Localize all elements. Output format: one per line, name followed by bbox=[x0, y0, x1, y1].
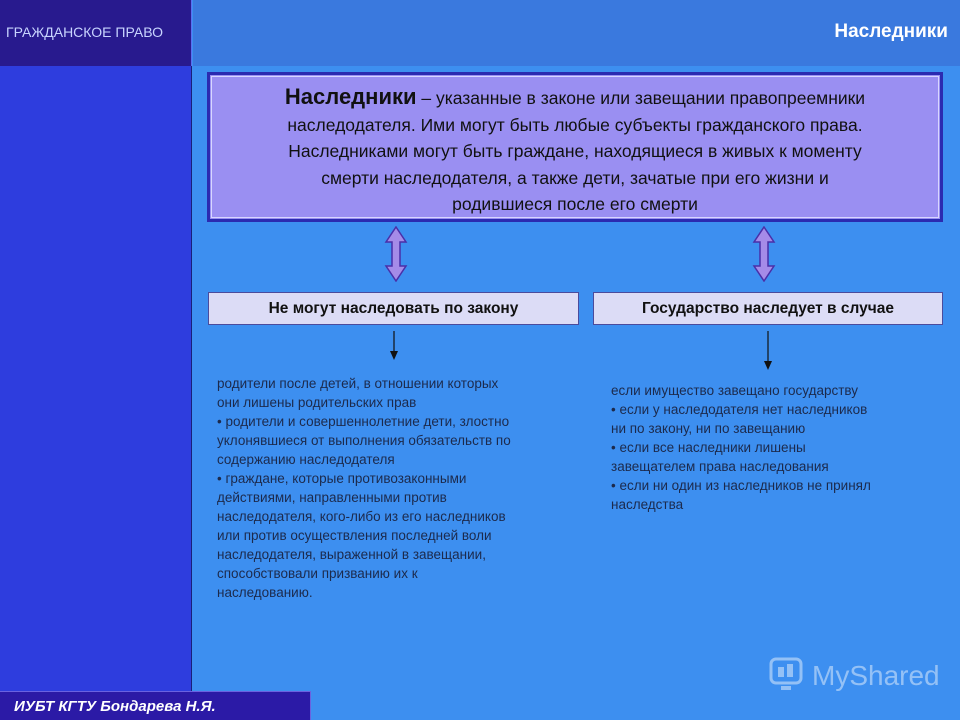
footer bbox=[0, 691, 311, 720]
cannot-inherit-heading: Не могут наследовать по закону bbox=[208, 292, 579, 325]
double-arrow-left-icon bbox=[384, 226, 408, 282]
list-item: • если все наследники лишены bbox=[611, 440, 806, 455]
list-item: наследодателя, кого-либо из его наследников bbox=[217, 509, 506, 524]
cannot-inherit-list bbox=[217, 374, 511, 602]
list-item: наследованию. bbox=[217, 585, 313, 600]
definition-line-5: родившиеся после его смерти bbox=[452, 194, 698, 214]
definition-line-2: наследодателя. Ими могут быть любые субъекты гражданского права. bbox=[287, 114, 863, 135]
sidebar-header bbox=[0, 0, 192, 66]
list-item: ни по закону, ни по завещанию bbox=[611, 421, 806, 436]
list-item: действиями, направленными против bbox=[217, 490, 447, 505]
list-item: они лишены родительских прав bbox=[217, 395, 417, 410]
subject-label: ГРАЖДАНСКОЕ ПРАВО bbox=[6, 24, 163, 40]
definition-line-4: смерти наследодателя, а также дети, зачатые при его жизни и bbox=[321, 167, 829, 188]
definition-line-3: Наследниками могут быть граждане, находящиеся в живых к моменту bbox=[288, 141, 862, 161]
watermark-text: MyShared bbox=[812, 660, 940, 691]
down-arrow-left-icon bbox=[388, 331, 400, 361]
state-inherits-list bbox=[611, 381, 871, 514]
list-item: если имущество завещано государству bbox=[611, 383, 859, 398]
definition-box bbox=[207, 72, 943, 222]
list-item: завещателем права наследования bbox=[611, 459, 829, 474]
definition-line-1: – указанные в законе или завещании правопреемники bbox=[416, 88, 866, 108]
slide-title: Наследники bbox=[834, 21, 948, 42]
definition-term: Наследники bbox=[284, 84, 417, 109]
list-item: уклонявшиеся от выполнения обязательств по bbox=[217, 433, 511, 448]
list-item: • если у наследодателя нет наследников bbox=[611, 402, 868, 417]
watermark bbox=[768, 656, 948, 696]
list-item: • граждане, которые противозаконными bbox=[217, 471, 467, 486]
author-label: ИУБТ КГТУ Бондарева Н.Я. bbox=[14, 698, 216, 715]
down-arrow-right-icon bbox=[762, 331, 774, 371]
list-item: содержанию наследодателя bbox=[217, 452, 395, 467]
watermark-logo-icon bbox=[768, 656, 806, 694]
state-inherits-heading: Государство наследует в случае bbox=[593, 292, 943, 325]
list-item: наследства bbox=[611, 497, 684, 512]
list-item: способствовали призванию их к bbox=[217, 566, 418, 581]
list-item: • если ни один из наследников не принял bbox=[611, 478, 871, 493]
list-item: или против осуществления последней воли bbox=[217, 528, 492, 543]
list-item: наследодателя, выраженной в завещании, bbox=[217, 547, 486, 562]
list-item: • родители и совершеннолетние дети, злостно bbox=[217, 414, 510, 429]
double-arrow-right-icon bbox=[752, 226, 776, 282]
title-bar bbox=[193, 0, 960, 66]
sidebar bbox=[0, 0, 192, 720]
list-item: родители после детей, в отношении которых bbox=[217, 376, 499, 391]
